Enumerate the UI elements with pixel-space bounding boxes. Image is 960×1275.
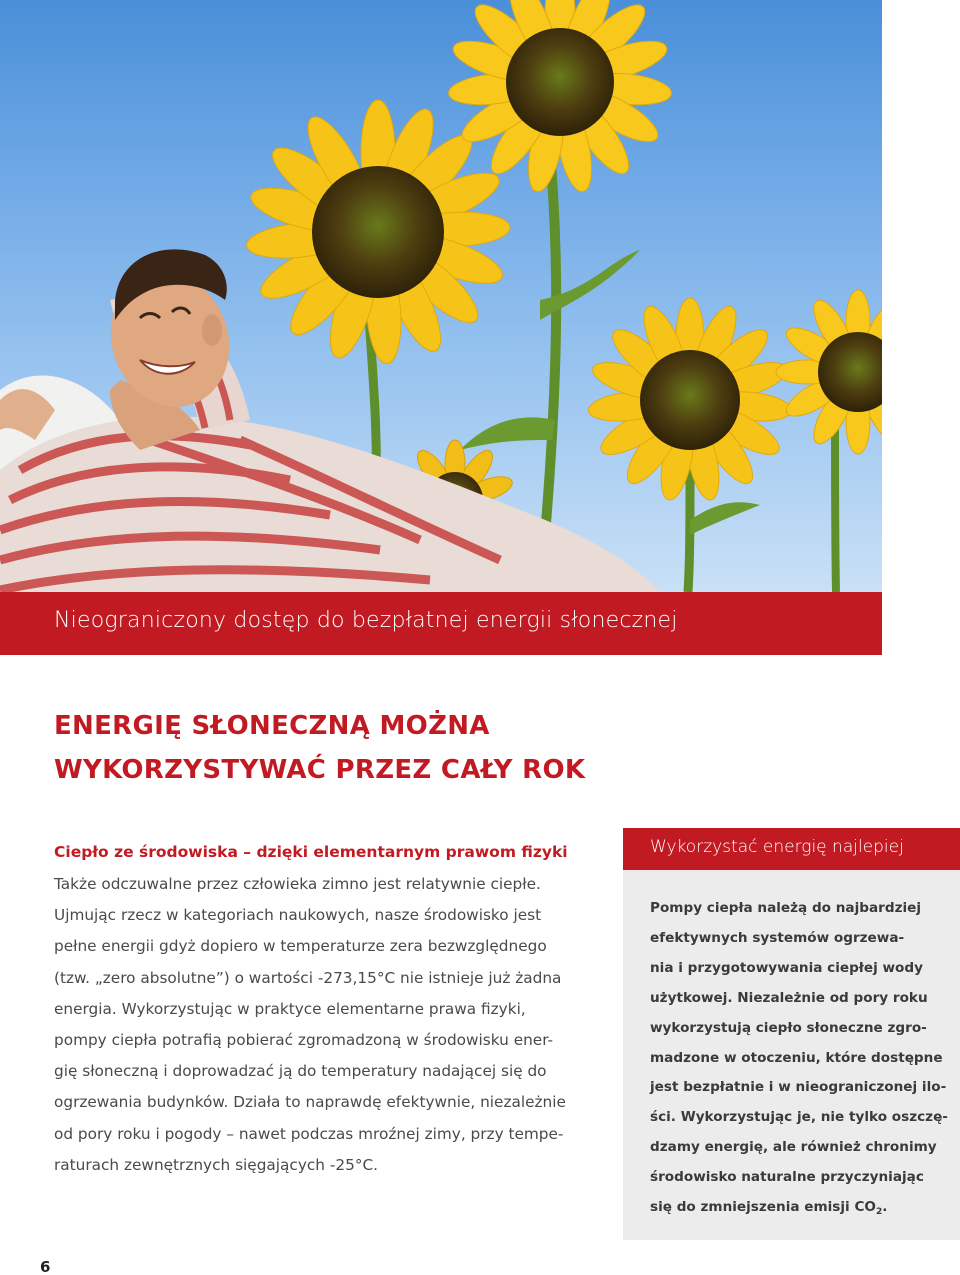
- banner-title: Nieograniczony dostęp do bezpłatnej energii słonecznej: [54, 608, 678, 633]
- body-line: pełne energii gdyż dopiero w temperaturze zera bezwzględnego: [54, 937, 547, 956]
- co2-subscript: 2: [875, 1207, 883, 1218]
- page-number: 6: [40, 1258, 51, 1275]
- headline-line-1: ENERGIĘ SŁONECZNĄ MOŻNA: [54, 711, 490, 741]
- sidebox-line: dzamy energię, ale również chronimy: [650, 1139, 937, 1156]
- page-headline: [54, 704, 614, 792]
- sidebox-line: Pompy ciepła należą do najbardziej: [650, 900, 922, 916]
- body-line: (tzw. „zero absolutne”) o wartości -273,15°C nie istnieje już żadna: [54, 968, 562, 987]
- body-line: pompy ciepła potrafią pobierać zgromadzoną w środowisku ener-: [54, 1031, 554, 1050]
- sunflower-top: [447, 0, 673, 195]
- body-line: raturach zewnętrznych sięgających -25°C.: [54, 1155, 379, 1174]
- body-line: od pory roku i pogody – nawet podczas mroźnej zimy, przy tempe-: [54, 1124, 564, 1143]
- section-banner: [0, 592, 882, 655]
- sidebox-line: jest bezpłatnie i w nieograniczonej ilo-: [650, 1079, 947, 1096]
- body-line: gię słoneczną i doprowadzać ją do temperatury nadającej się do: [54, 1062, 547, 1081]
- sidebox-last-text: się do zmniejszenia emisji CO: [650, 1199, 876, 1216]
- sidebox-header: [623, 828, 960, 870]
- sunflower-edge: [776, 290, 882, 454]
- body-paragraph: [54, 869, 614, 1181]
- info-sidebox: [623, 828, 960, 1240]
- hero-photo: [0, 0, 882, 592]
- sidebox-line: madzone w otoczeniu, które dostępne: [650, 1049, 943, 1066]
- body-line: Także odczuwalne przez człowieka zimno jest relatywnie ciepłe.: [54, 875, 541, 893]
- sidebox-line: użytkowej. Niezależnie od pory roku: [650, 989, 928, 1006]
- body-line: Ujmując rzecz w kategoriach naukowych, nasze środowisko jest: [54, 906, 542, 925]
- section-title: Ciepło ze środowiska – dzięki elementarnym prawom fizyki: [54, 843, 568, 861]
- sidebox-title: Wykorzystać energię najlepiej: [650, 837, 904, 857]
- sidebox-line: nia i przygotowywania ciepłej wody: [650, 959, 923, 976]
- sunflowers-man-photo-icon: [0, 0, 882, 592]
- sidebox-last-line: [650, 1193, 950, 1223]
- body-line: energia. Wykorzystując w praktyce elementarne prawa fizyki,: [54, 999, 526, 1018]
- sidebox-line: wykorzystują ciepło słoneczne zgro-: [650, 1019, 927, 1036]
- headline-line-2: WYKORZYSTYWAĆ PRZEZ CAŁY ROK: [54, 755, 586, 785]
- body-line: ogrzewania budynków. Działa to naprawdę efektywnie, niezależnie: [54, 1093, 566, 1112]
- sidebox-line: efektywnych systemów ogrzewa-: [650, 929, 905, 946]
- sidebox-paragraph: [650, 894, 950, 1223]
- sidebox-line: środowisko naturalne przyczyniając: [650, 1169, 924, 1186]
- sidebox-line: ści. Wykorzystując je, nie tylko oszczę-: [650, 1109, 948, 1126]
- sidebox-last-period: .: [882, 1199, 888, 1216]
